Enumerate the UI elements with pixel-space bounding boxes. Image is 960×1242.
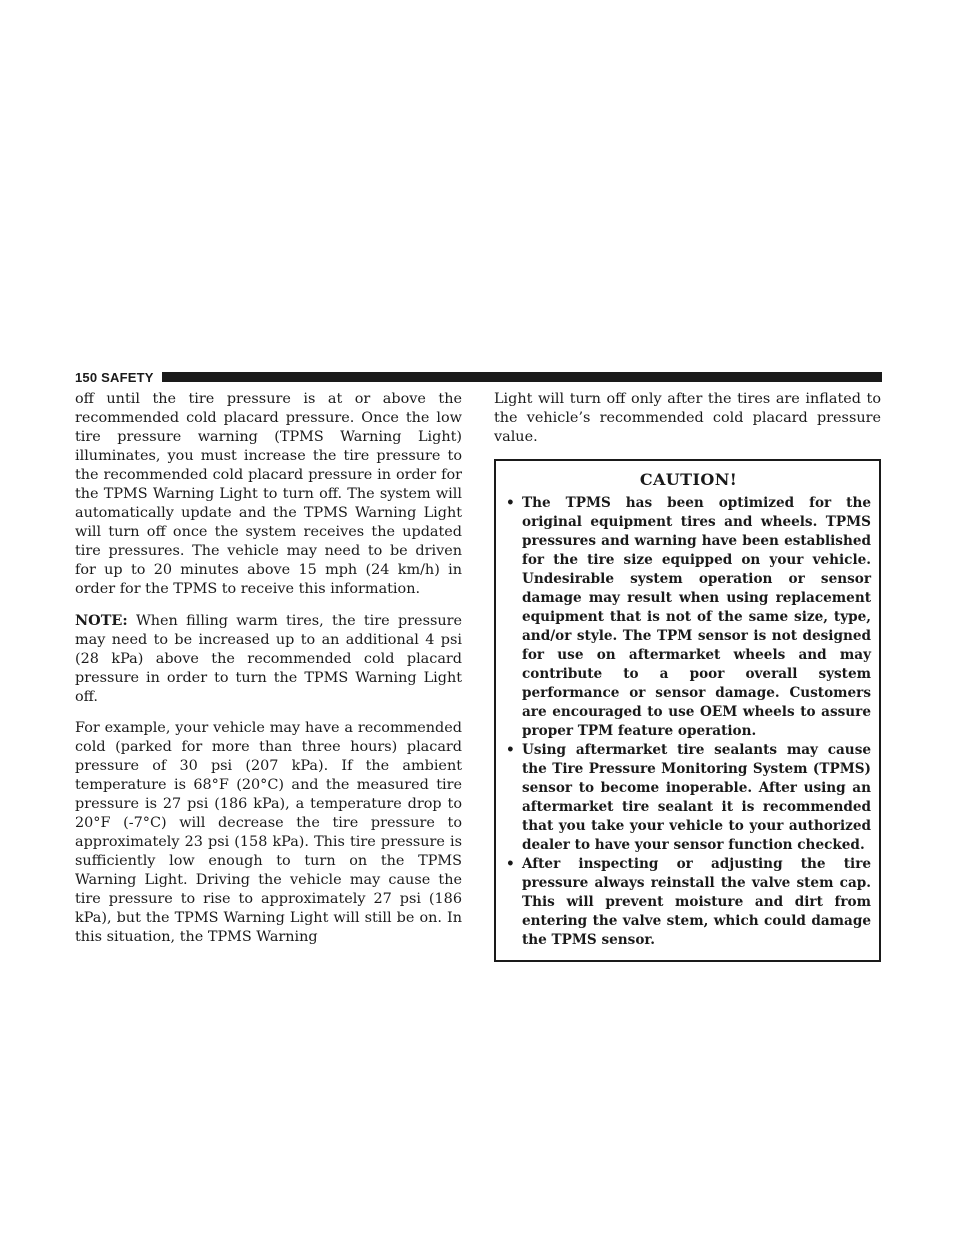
header-rule	[162, 372, 882, 382]
paragraph-tpms-light-off: off until the tire pressure is at or above the recommended cold placard pressure. Once the low tire pressure warning (TPMS Warning Light) illuminates, you must increase the tire pressure to the recommended cold placard pressure in order for the TPMS Warning Light to turn off. The system will automatically update and the TPMS Warning Light will turn off once the system receives the updated tire pressures. The vehicle may need to be driven for up to 20 minutes above 15 mph (24 km/h) in order for the TPMS to receive this information.	[75, 391, 462, 597]
caution-item-text: After inspecting or adjusting the tire pressure always reinstall the valve stem cap. This will prevent moisture and dirt from entering the valve stem, which could damage the TPMS sensor.	[522, 856, 871, 948]
page-header	[75, 369, 882, 385]
paragraph-continuation: Light will turn off only after the tires are inflated to the vehicle’s recommended cold placard pressure value.	[494, 391, 881, 445]
caution-item-text: The TPMS has been optimized for the original equipment tires and wheels. TPMS pressures and warning have been established for the tire size equipped on your vehicle. Undesirable system operation or sensor damage may result when using replacement equipment that is not of the same size, type, and/or style. The TPM sensor is not designed for use on aftermarket wheels and may contribute to a poor overall system performance or sensor damage. Customers are encouraged to use OEM wheels to assure proper TPM feature operation.	[522, 495, 871, 739]
page-number: 150	[75, 369, 98, 385]
note-label: NOTE:	[75, 612, 128, 629]
section-title: SAFETY	[101, 369, 154, 385]
caution-item-text: Using aftermarket tire sealants may cause the Tire Pressure Monitoring System (TPMS) sensor to become inoperable. After using an aftermarket tire sealant it is recommended that you take your vehicle to your authorized dealer to have your sensor function checked.	[522, 742, 871, 853]
page-header-text	[75, 370, 154, 385]
caution-title: CAUTION!	[639, 470, 738, 489]
bullet-icon: •	[506, 495, 515, 511]
bullet-icon: •	[506, 742, 515, 758]
paragraph-note	[75, 611, 462, 707]
note-text: When filling warm tires, the tire pressure may need to be increased up to an additional 4 psi (28 kPa) above the recommended cold placard pressure in order to turn the TPMS Warning Light off.	[75, 613, 462, 705]
paragraph-example: For example, your vehicle may have a recommended cold (parked for more than three hours) placard pressure of 30 psi (207 kPa). If the ambient temperature is 68°F (20°C) and the measured tire pressure is 27 psi (186 kPa), a temperature drop to 20°F (-7°C) will decrease the tire pressure to approximately 23 psi (158 kPa). This tire pressure is sufficiently low enough to turn on the TPMS Warning Light. Driving the vehicle may cause the tire pressure to rise to approximately 27 psi (186 kPa), but the TPMS Warning Light will still be on. In this situation, the TPMS Warning	[75, 720, 462, 945]
left-column	[75, 390, 462, 959]
caution-item	[506, 741, 871, 855]
caution-list	[506, 494, 871, 950]
right-column	[494, 390, 881, 962]
caution-box	[494, 459, 881, 962]
bullet-icon: •	[506, 856, 515, 872]
caution-item	[506, 494, 871, 741]
caution-item	[506, 855, 871, 950]
